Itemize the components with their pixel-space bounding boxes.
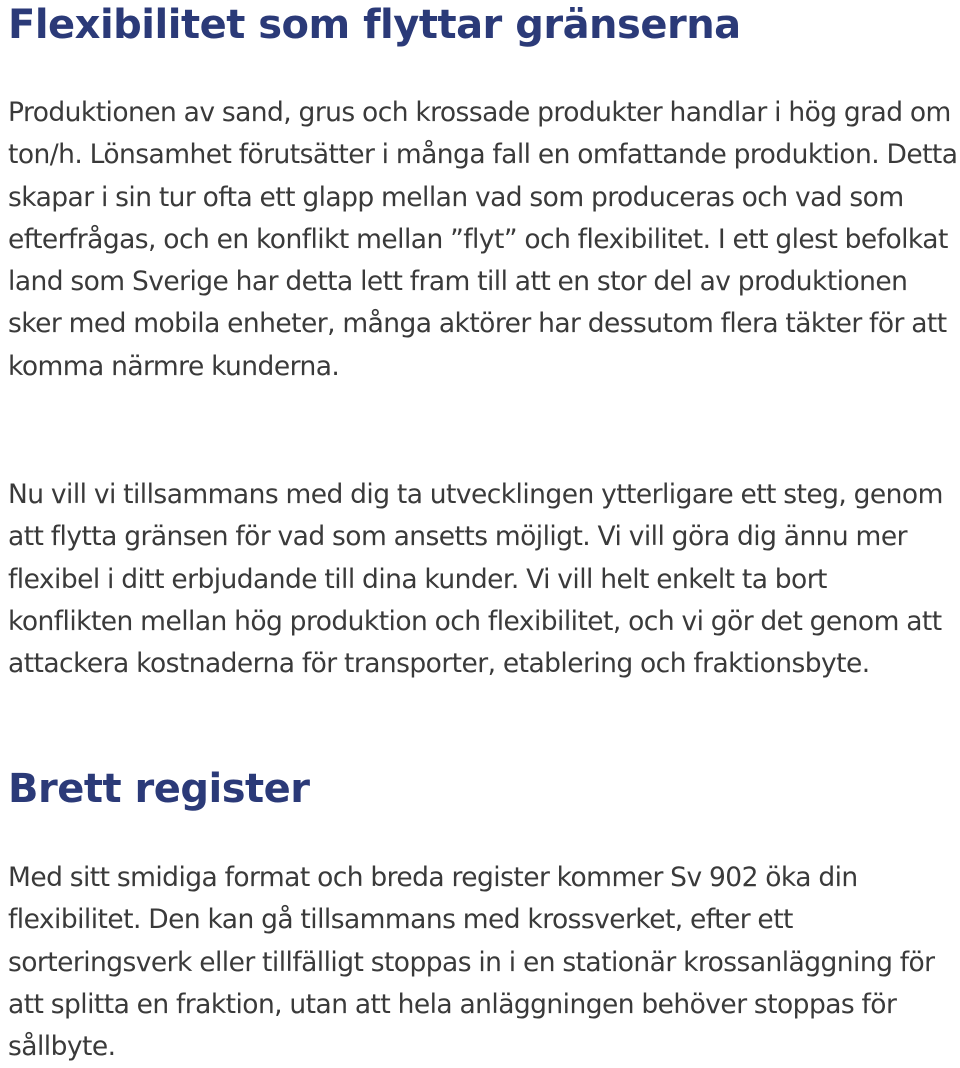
paragraph-development: Nu vill vi tillsammans med dig ta utvecklingen ytterligare ett steg, genom att flytta gränsen för vad som ansetts möjligt. Vi vill göra dig ännu mer flexibel i ditt erbjudande till dina kunder. Vi vill helt enkelt ta bort konflikten mellan hög produktion och flexibilitet, och vi gör det genom att attackera kostnaderna för transporter, etablering och fraktionsbyte. bbox=[8, 479, 943, 680]
paragraph-production: Produktionen av sand, grus och krossade produkter handlar i hög grad om ton/h. Lönsamhet förutsätter i många fall en omfattande produktion. Detta skapar i sin tur ofta ett glapp mellan vad som produceras och vad som efterfrågas, och en konflikt mellan ”flyt” och flexibilitet. I ett glest befolkat land som Sverige har detta lett fram till att en stor del av produktionen sker med mobila enheter, många aktörer har dessutom flera täkter för att komma närmre kunderna. bbox=[8, 97, 958, 382]
heading-flexibilitet: Flexibilitet som flyttar gränserna bbox=[8, 2, 741, 48]
paragraph-sv902: Med sitt smidiga format och breda register kommer Sv 902 öka din flexibilitet. Den kan gå tillsammans med krossverket, efter ett sorteringsverk eller tillfälligt stoppas in i en stationär krossanläggning för att splitta en fraktion, utan att hela anläggningen behöver stoppas för sållbyte. bbox=[8, 862, 935, 1063]
heading-brett-register: Brett register bbox=[8, 766, 310, 812]
